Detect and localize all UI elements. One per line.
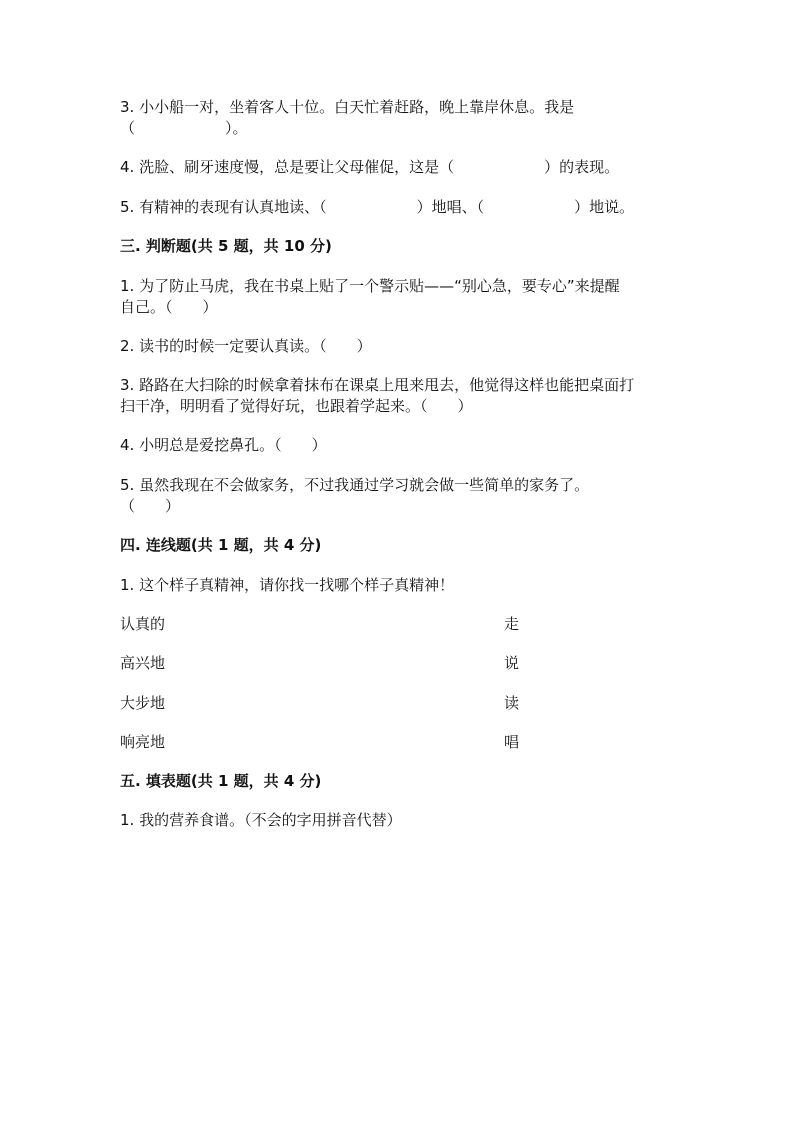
question-3-line1: 3. 小小船一对，坐着客人十位。白天忙着赶路，晚上靠岸休息。我是 [120,98,575,116]
judge-5-line2: （ ） [120,497,181,515]
matching-right-item[interactable]: 唱 [504,733,520,751]
question-4-line1: 4. 洗脸、刷牙速度慢，总是要让父母催促，这是（ ）的表现。 [120,158,620,176]
judge-5-line1: 5. 虽然我现在不会做家务，不过我通过学习就会做一些简单的家务了。 [120,476,590,494]
section-4-heading: 四. 连线题(共 1 题，共 4 分) [120,536,322,554]
question-5-line1: 5. 有精神的表现有认真地读、（ ）地唱、（ ）地说。 [120,198,635,216]
matching-left-item[interactable]: 响亮地 [120,733,166,751]
question-3-line2: （ ）。 [120,119,248,137]
matching-left-item[interactable]: 高兴地 [120,654,166,672]
matching-right-item[interactable]: 读 [504,694,520,712]
table-question: 1. 我的营养食谱。（不会的字用拼音代替） [120,811,402,829]
matching-right-item[interactable]: 说 [504,654,520,672]
matching-right-item[interactable]: 走 [504,615,520,633]
matching-left-item[interactable]: 大步地 [120,694,166,712]
judge-4-line1: 4. 小明总是爱挖鼻孔。（ ） [120,436,327,454]
judge-1-line2: 自己。（ ） [120,298,218,316]
section-3-heading: 三. 判断题(共 5 题，共 10 分) [120,237,332,255]
judge-3-line1: 3. 路路在大扫除的时候拿着抹布在课桌上甩来甩去，他觉得这样也能把桌面打 [120,376,635,394]
matching-question: 1. 这个样子真精神，请你找一找哪个样子真精神！ [120,576,455,594]
judge-2-line1: 2. 读书的时候一定要认真读。（ ） [120,337,372,355]
judge-1-line1: 1. 为了防止马虎，我在书桌上贴了一个警示贴——“别心急，要专心”来提醒 [120,277,620,295]
matching-left-item[interactable]: 认真的 [120,615,166,633]
judge-3-line2: 扫干净，明明看了觉得好玩，也跟着学起来。（ ） [120,397,473,415]
section-5-heading: 五. 填表题(共 1 题，共 4 分) [120,772,322,790]
